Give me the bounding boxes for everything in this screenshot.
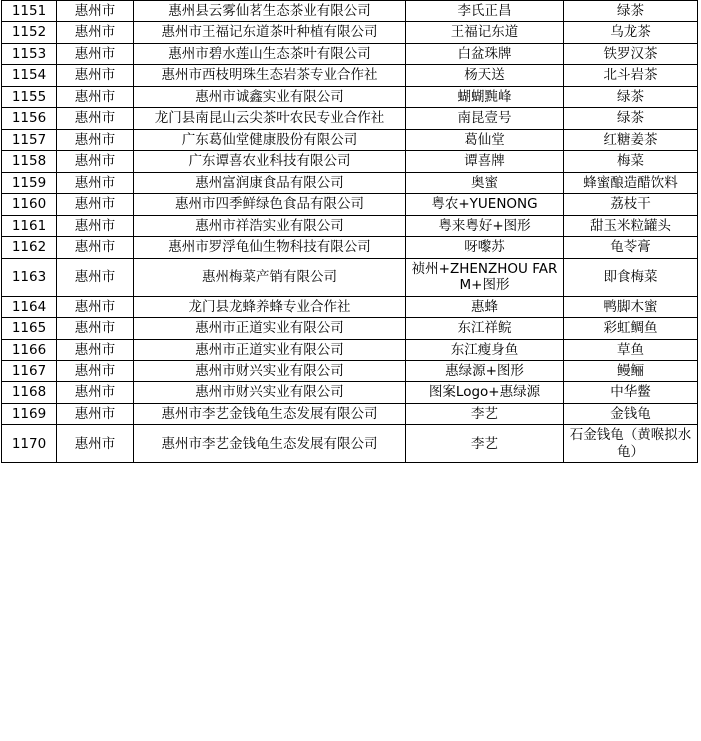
table-row [2,194,698,215]
company-name-cell: 惠州市西枝明珠生态岩茶专业合作社 [134,65,406,86]
brand-name-cell: 李艺 [406,425,564,463]
company-name-cell: 惠州市碧水莲山生态茶叶有限公司 [134,43,406,64]
company-name-cell: 龙门县龙蜂养蜂专业合作社 [134,296,406,317]
city-cell: 惠州市 [57,172,134,193]
row-index-cell: 1158 [2,151,57,172]
table-row [2,425,698,463]
product-name-cell: 鸭脚木蜜 [564,296,698,317]
brand-name-cell: 南昆壹号 [406,108,564,129]
company-name-cell: 惠州市李艺金钱龟生态发展有限公司 [134,425,406,463]
product-name-cell: 铁罗汉茶 [564,43,698,64]
city-cell: 惠州市 [57,296,134,317]
product-name-cell: 鳗鲡 [564,360,698,381]
registry-table [1,0,698,463]
brand-name-cell: 东江祥鲩 [406,318,564,339]
row-index-cell: 1152 [2,22,57,43]
product-name-cell: 草鱼 [564,339,698,360]
row-index-cell: 1155 [2,86,57,107]
brand-name-cell: 粤农+YUENONG [406,194,564,215]
company-name-cell: 惠州市财兴实业有限公司 [134,360,406,381]
row-index-cell: 1170 [2,425,57,463]
row-index-cell: 1161 [2,215,57,236]
company-name-cell: 惠州市财兴实业有限公司 [134,382,406,403]
brand-name-cell: 谭喜牌 [406,151,564,172]
product-name-cell: 荔枝干 [564,194,698,215]
brand-name-cell: 杨天送 [406,65,564,86]
company-name-cell: 惠州县云雾仙茗生态茶业有限公司 [134,1,406,22]
table-row [2,65,698,86]
city-cell: 惠州市 [57,108,134,129]
city-cell: 惠州市 [57,65,134,86]
row-index-cell: 1157 [2,129,57,150]
table-row [2,1,698,22]
city-cell: 惠州市 [57,318,134,339]
company-name-cell: 惠州市诚鑫实业有限公司 [134,86,406,107]
product-name-cell: 绿茶 [564,108,698,129]
company-name-cell: 惠州市王福记东道茶叶种植有限公司 [134,22,406,43]
table-row [2,108,698,129]
product-name-cell: 绿茶 [564,1,698,22]
table-row [2,86,698,107]
product-name-cell: 中华鳖 [564,382,698,403]
table-row [2,237,698,258]
brand-name-cell: 祯州+ZHENZHOU FARM+图形 [406,258,564,296]
product-name-cell: 梅菜 [564,151,698,172]
company-name-cell: 惠州市正道实业有限公司 [134,318,406,339]
company-name-cell: 惠州市罗浮龟仙生物科技有限公司 [134,237,406,258]
row-index-cell: 1159 [2,172,57,193]
table-row [2,339,698,360]
product-name-cell: 石金钱龟（黄喉拟水龟） [564,425,698,463]
row-index-cell: 1164 [2,296,57,317]
city-cell: 惠州市 [57,1,134,22]
table-row [2,22,698,43]
brand-name-cell: 葛仙堂 [406,129,564,150]
row-index-cell: 1162 [2,237,57,258]
product-name-cell: 金钱龟 [564,403,698,424]
company-name-cell: 惠州市正道实业有限公司 [134,339,406,360]
row-index-cell: 1166 [2,339,57,360]
city-cell: 惠州市 [57,425,134,463]
brand-name-cell: 惠蜂 [406,296,564,317]
table-row [2,318,698,339]
brand-name-cell: 东江瘦身鱼 [406,339,564,360]
company-name-cell: 惠州市四季鲜绿色食品有限公司 [134,194,406,215]
product-name-cell: 绿茶 [564,86,698,107]
company-name-cell: 广东葛仙堂健康股份有限公司 [134,129,406,150]
city-cell: 惠州市 [57,360,134,381]
city-cell: 惠州市 [57,86,134,107]
table-row [2,296,698,317]
brand-name-cell: 图案Logo+惠绿源 [406,382,564,403]
brand-name-cell: 李艺 [406,403,564,424]
company-name-cell: 惠州梅菜产销有限公司 [134,258,406,296]
table-row [2,129,698,150]
product-name-cell: 彩虹鲷鱼 [564,318,698,339]
city-cell: 惠州市 [57,22,134,43]
product-name-cell: 龟苓膏 [564,237,698,258]
brand-name-cell: 奥蜜 [406,172,564,193]
company-name-cell: 惠州市李艺金钱龟生态发展有限公司 [134,403,406,424]
brand-name-cell: 粤来粤好+图形 [406,215,564,236]
product-name-cell: 甜玉米粒罐头 [564,215,698,236]
city-cell: 惠州市 [57,339,134,360]
company-name-cell: 广东谭喜农业科技有限公司 [134,151,406,172]
row-index-cell: 1168 [2,382,57,403]
table-row [2,151,698,172]
city-cell: 惠州市 [57,382,134,403]
brand-name-cell: 惠绿源+图形 [406,360,564,381]
brand-name-cell: 呀嚟苏 [406,237,564,258]
company-name-cell: 惠州市祥浩实业有限公司 [134,215,406,236]
row-index-cell: 1153 [2,43,57,64]
city-cell: 惠州市 [57,258,134,296]
row-index-cell: 1163 [2,258,57,296]
row-index-cell: 1154 [2,65,57,86]
row-index-cell: 1165 [2,318,57,339]
product-name-cell: 即食梅菜 [564,258,698,296]
table-row [2,382,698,403]
city-cell: 惠州市 [57,237,134,258]
row-index-cell: 1169 [2,403,57,424]
brand-name-cell: 李氏正昌 [406,1,564,22]
row-index-cell: 1156 [2,108,57,129]
row-index-cell: 1160 [2,194,57,215]
table-row [2,360,698,381]
row-index-cell: 1167 [2,360,57,381]
product-name-cell: 乌龙茶 [564,22,698,43]
table-row [2,403,698,424]
table-row [2,43,698,64]
table-row [2,172,698,193]
table-body [2,1,698,463]
brand-name-cell: 王福记东道 [406,22,564,43]
city-cell: 惠州市 [57,151,134,172]
row-index-cell: 1151 [2,1,57,22]
city-cell: 惠州市 [57,403,134,424]
city-cell: 惠州市 [57,129,134,150]
table-row [2,258,698,296]
city-cell: 惠州市 [57,215,134,236]
city-cell: 惠州市 [57,194,134,215]
product-name-cell: 北斗岩茶 [564,65,698,86]
brand-name-cell: 蝴蝴黗峰 [406,86,564,107]
company-name-cell: 龙门县南昆山云尖茶叶农民专业合作社 [134,108,406,129]
product-name-cell: 蜂蜜酿造醋饮料 [564,172,698,193]
brand-name-cell: 白盆珠牌 [406,43,564,64]
table-row [2,215,698,236]
product-name-cell: 红糖姜茶 [564,129,698,150]
company-name-cell: 惠州富润康食品有限公司 [134,172,406,193]
city-cell: 惠州市 [57,43,134,64]
